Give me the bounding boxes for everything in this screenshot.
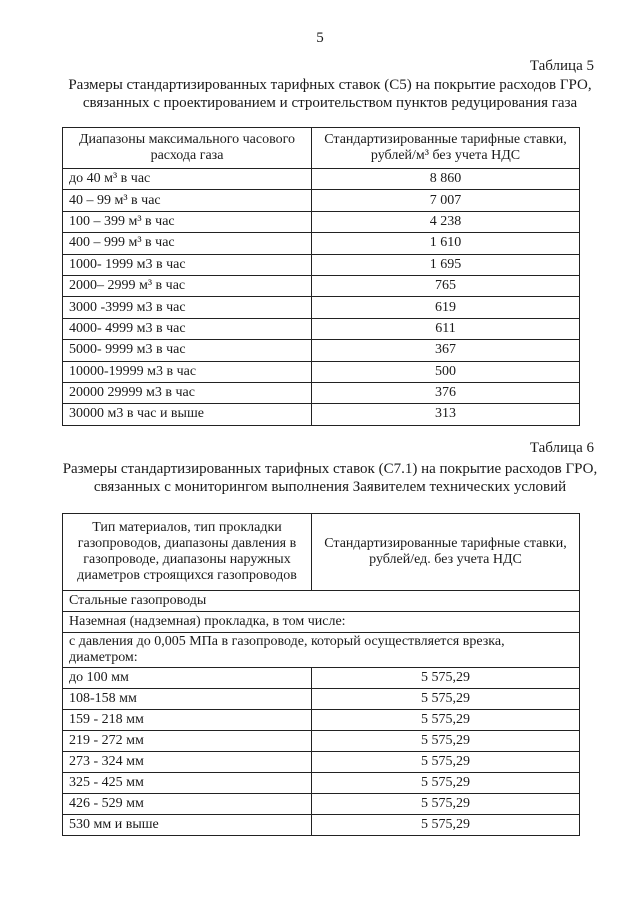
table5-header-rate: Стандартизированные тарифные ставки, рублей/м³ без учета НДС	[312, 128, 580, 169]
rate-cell: 4 238	[312, 211, 580, 232]
table-row	[63, 815, 580, 836]
table-row	[63, 318, 580, 339]
table-row	[63, 382, 580, 403]
table6-title-line2: связанных с мониторингом выполнения Заявителем технических условий	[93, 479, 567, 495]
rate-cell: 611	[312, 318, 580, 339]
table-row	[63, 297, 580, 318]
table-row	[63, 404, 580, 425]
rate-cell: 8 860	[312, 169, 580, 190]
range-cell: 20000 29999 м3 в час	[63, 382, 312, 403]
table-row	[63, 361, 580, 382]
rate-cell: 313	[312, 404, 580, 425]
rate-cell: 5 575,29	[312, 689, 580, 710]
table6-header-type: Тип материалов, тип прокладки газопроводов, диапазоны давления в газопроводе, диапазоны наружных диаметров строящихся газопроводов	[63, 514, 312, 591]
rate-cell: 619	[312, 297, 580, 318]
range-cell: 219 - 272 мм	[63, 731, 312, 752]
rate-cell: 1 610	[312, 233, 580, 254]
table6-header-rate: Стандартизированные тарифные ставки, рублей/ед. без учета НДС	[312, 514, 580, 591]
range-cell: 10000-19999 м3 в час	[63, 361, 312, 382]
table5-title	[60, 76, 600, 112]
table-row	[63, 794, 580, 815]
table-row	[63, 340, 580, 361]
rate-cell: 367	[312, 340, 580, 361]
table6	[62, 513, 580, 836]
table-row	[63, 190, 580, 211]
table6-section-row	[63, 633, 580, 668]
table-row	[63, 773, 580, 794]
table6-section-row	[63, 612, 580, 633]
rate-cell: 500	[312, 361, 580, 382]
table5-label: Таблица 5	[529, 58, 594, 74]
range-cell: 530 мм и выше	[63, 815, 312, 836]
page-number: 5	[316, 30, 324, 46]
rate-cell: 5 575,29	[312, 668, 580, 689]
table6-section-row	[63, 591, 580, 612]
rate-cell: 5 575,29	[312, 815, 580, 836]
table5	[62, 127, 580, 426]
table-row	[63, 254, 580, 275]
table5-title-line2: связанных с проектированием и строительством пунктов редуцирования газа	[82, 95, 578, 111]
range-cell: 1000- 1999 м3 в час	[63, 254, 312, 275]
range-cell: 2000– 2999 м³ в час	[63, 275, 312, 296]
range-cell: 5000- 9999 м3 в час	[63, 340, 312, 361]
range-cell: 273 - 324 мм	[63, 752, 312, 773]
table-row	[63, 752, 580, 773]
rate-cell: 765	[312, 275, 580, 296]
rate-cell: 376	[312, 382, 580, 403]
table-row	[63, 731, 580, 752]
rate-cell: 1 695	[312, 254, 580, 275]
rate-cell: 5 575,29	[312, 710, 580, 731]
table6-title	[60, 460, 600, 496]
table-row	[63, 710, 580, 731]
table-row	[63, 689, 580, 710]
rate-cell: 5 575,29	[312, 773, 580, 794]
table-row	[63, 275, 580, 296]
range-cell: 400 – 999 м³ в час	[63, 233, 312, 254]
rate-cell: 5 575,29	[312, 731, 580, 752]
range-cell: 30000 м3 в час и выше	[63, 404, 312, 425]
range-cell: 159 - 218 мм	[63, 710, 312, 731]
range-cell: до 100 мм	[63, 668, 312, 689]
rate-cell: 5 575,29	[312, 752, 580, 773]
range-cell: 325 - 425 мм	[63, 773, 312, 794]
range-cell: 40 – 99 м³ в час	[63, 190, 312, 211]
table-row	[63, 211, 580, 232]
rate-cell: 7 007	[312, 190, 580, 211]
table6-section-pressure: с давления до 0,005 МПа в газопроводе, который осуществляется врезка, диаметром:	[63, 633, 580, 668]
table6-section-steel: Стальные газопроводы	[63, 591, 580, 612]
table-row	[63, 233, 580, 254]
range-cell: 108-158 мм	[63, 689, 312, 710]
table5-header-range: Диапазоны максимального часового расхода газа	[63, 128, 312, 169]
rate-cell: 5 575,29	[312, 794, 580, 815]
range-cell: 100 – 399 м³ в час	[63, 211, 312, 232]
range-cell: до 40 м³ в час	[63, 169, 312, 190]
range-cell: 426 - 529 мм	[63, 794, 312, 815]
table6-title-line1: Размеры стандартизированных тарифных ставок (C7.1) на покрытие расходов ГРО,	[62, 461, 598, 477]
table5-title-line1: Размеры стандартизированных тарифных ставок (C5) на покрытие расходов ГРО,	[68, 77, 592, 93]
table6-label: Таблица 6	[529, 440, 594, 456]
range-cell: 4000- 4999 м3 в час	[63, 318, 312, 339]
table6-section-overground: Наземная (надземная) прокладка, в том числе:	[63, 612, 580, 633]
table-row	[63, 169, 580, 190]
table-row	[63, 668, 580, 689]
range-cell: 3000 -3999 м3 в час	[63, 297, 312, 318]
